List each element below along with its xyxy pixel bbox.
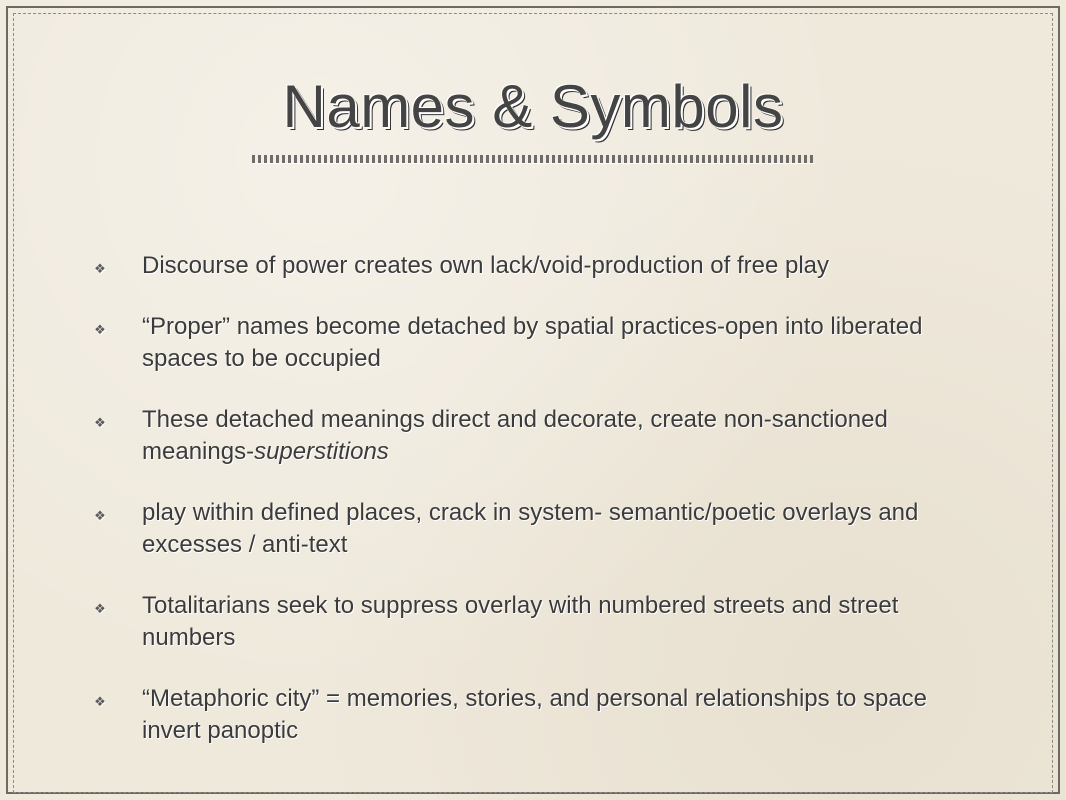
bullet-item bbox=[92, 590, 992, 654]
diamond-bullet-icon: ❖ bbox=[94, 694, 106, 709]
bullet-text: Discourse of power creates own lack/void-production of free play bbox=[142, 252, 829, 279]
diamond-bullet-icon: ❖ bbox=[94, 322, 106, 337]
bullet-text: “Metaphoric city” = memories, stories, and personal relationships to space invert panoptic bbox=[142, 685, 928, 744]
diamond-bullet-icon: ❖ bbox=[94, 508, 106, 523]
bullet-text-italic: superstitions bbox=[254, 438, 389, 465]
bullet-item bbox=[92, 404, 992, 468]
bullet-item bbox=[92, 497, 992, 561]
diamond-bullet-icon: ❖ bbox=[94, 601, 106, 616]
bullet-text-main: These detached meanings direct and decorate, create non-sanctioned meanings- bbox=[142, 406, 888, 465]
title-underline bbox=[252, 155, 815, 163]
bullet-list bbox=[92, 250, 992, 776]
bullet-text: Totalitarians seek to suppress overlay with numbered streets and street numbers bbox=[142, 592, 899, 651]
diamond-bullet-icon: ❖ bbox=[94, 261, 106, 276]
diamond-bullet-icon: ❖ bbox=[94, 415, 106, 430]
slide-title: Names & Symbols bbox=[282, 73, 784, 140]
bullet-text bbox=[142, 404, 992, 468]
bullet-text: “Proper” names become detached by spatial practices-open into liberated spaces to be occupied bbox=[142, 313, 923, 372]
bullet-text: play within defined places, crack in system- semantic/poetic overlays and excesses / anti-text bbox=[142, 499, 919, 558]
bullet-item bbox=[92, 683, 992, 747]
bullet-item bbox=[92, 311, 992, 375]
bullet-item bbox=[92, 250, 992, 282]
